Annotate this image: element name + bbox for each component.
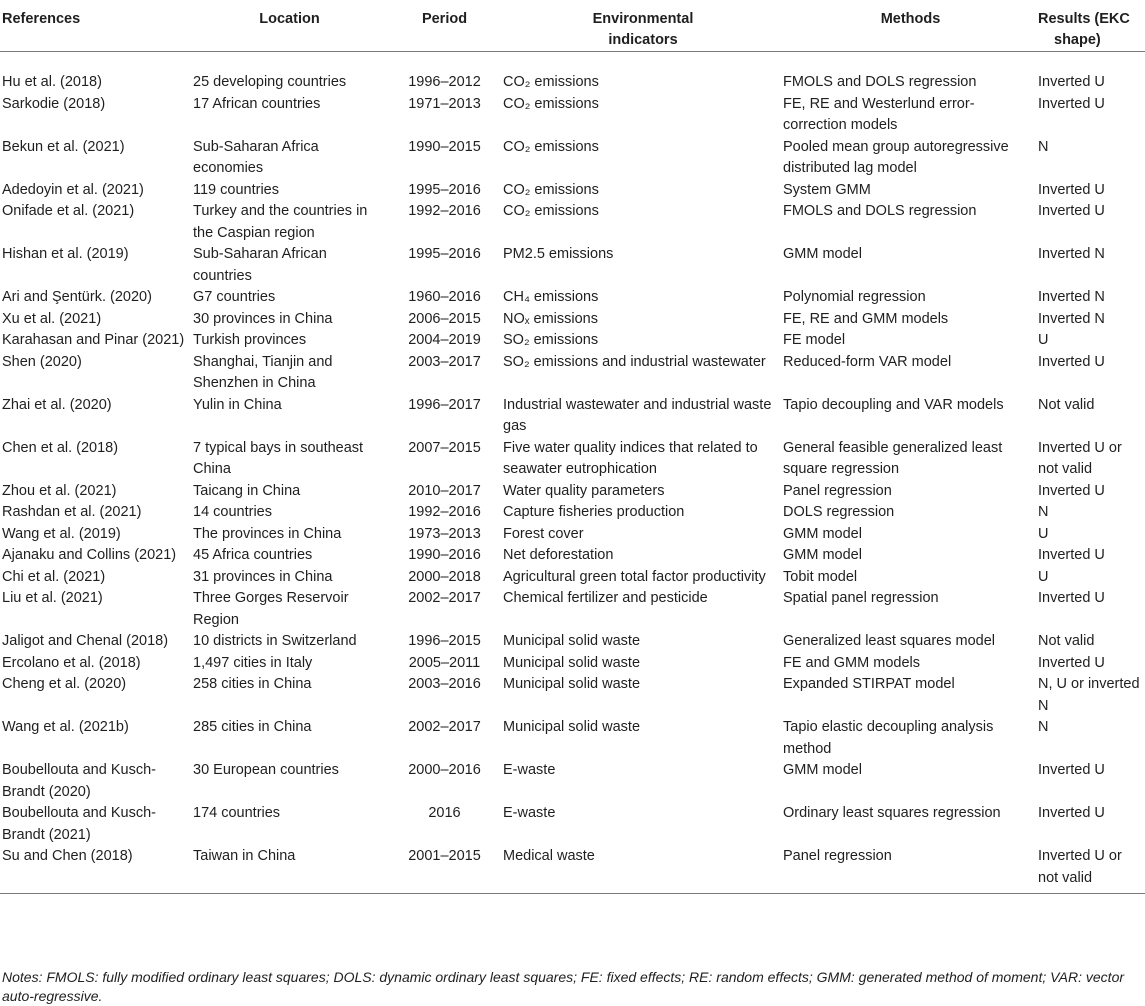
cell-result: N [1038, 719, 1049, 735]
cell-environmental-indicator: Forest cover [503, 525, 584, 542]
cell-result: Inverted N [1038, 289, 1105, 305]
cell-environmental-indicator: Industrial wastewater and industrial waste gas [503, 396, 772, 434]
cell-period: 2002–2017 [408, 719, 481, 735]
cell-location: Three Gorges Reservoir Region [193, 590, 349, 628]
table-row [0, 137, 1145, 180]
cell-period: 1992–2016 [408, 203, 481, 219]
cell-method: Spatial panel regression [783, 590, 939, 606]
table-row [0, 545, 1145, 567]
cell-location: Sub-Saharan Africa economies [193, 138, 319, 176]
table-row [0, 588, 1145, 631]
cell-reference: Wang et al. (2019) [2, 525, 121, 542]
table-row [0, 760, 1145, 803]
cell-method: GMM model [783, 525, 862, 542]
cell-method: System GMM [783, 181, 871, 198]
cell-period: 2004–2019 [408, 332, 481, 348]
cell-result: Inverted U [1038, 95, 1105, 112]
cell-method: DOLS regression [783, 504, 895, 520]
cell-method: FE, RE and Westerlund error-correction models [783, 95, 975, 133]
cell-environmental-indicator: Medical waste [503, 848, 595, 864]
cell-reference: Hishan et al. (2019) [2, 246, 129, 262]
table-row [0, 481, 1145, 503]
cell-result: Inverted U [1038, 547, 1105, 563]
cell-method: Panel regression [783, 482, 892, 499]
cell-method: Tapio decoupling and VAR models [783, 396, 1004, 413]
cell-method: GMM model [783, 547, 862, 563]
cell-reference: Su and Chen (2018) [2, 848, 133, 864]
cell-period: 2016 [428, 805, 461, 821]
cell-method: Generalized least squares model [783, 633, 995, 649]
cell-method: GMM model [783, 762, 862, 778]
cell-period: 1973–2013 [408, 525, 481, 542]
header-period: Period [421, 11, 468, 27]
cell-reference: Bekun et al. (2021) [2, 138, 125, 155]
cell-environmental-indicator: PM2.5 emissions [503, 246, 614, 262]
cell-result: Inverted U or not valid [1038, 439, 1122, 477]
table-header-row [0, 0, 1145, 52]
cell-result: Inverted U [1038, 181, 1105, 198]
table-row [0, 567, 1145, 589]
cell-environmental-indicator: Capture fisheries production [503, 504, 685, 520]
cell-location: G7 countries [193, 289, 276, 305]
cell-period: 2003–2017 [408, 353, 481, 370]
cell-period: 1992–2016 [408, 504, 481, 520]
table-row [0, 52, 1145, 94]
cell-period: 1990–2016 [408, 547, 481, 563]
cell-result: Inverted U or not valid [1038, 848, 1122, 886]
cell-reference: Ari and Şentürk. (2020) [2, 289, 152, 305]
cell-location: Shanghai, Tianjin and Shenzhen in China [193, 353, 333, 391]
cell-period: 1996–2017 [408, 396, 481, 413]
cell-reference: Ercolano et al. (2018) [2, 654, 141, 671]
table-row [0, 631, 1145, 653]
cell-location: 1,497 cities in Italy [193, 654, 313, 671]
table-row [0, 309, 1145, 331]
cell-result: Inverted U [1038, 74, 1105, 90]
cell-location: Taiwan in China [193, 848, 296, 864]
cell-location: Yulin in China [193, 396, 282, 413]
cell-result: Inverted U [1038, 353, 1105, 370]
table-row [0, 287, 1145, 309]
cell-location: 7 typical bays in southeast China [193, 439, 364, 477]
table-row [0, 803, 1145, 846]
cell-method: Expanded STIRPAT model [783, 676, 955, 692]
table-row [0, 717, 1145, 760]
cell-environmental-indicator: SO₂ emissions and industrial wastewater [503, 353, 766, 370]
table-row [0, 502, 1145, 524]
cell-environmental-indicator: E-waste [503, 805, 556, 821]
cell-period: 1996–2012 [408, 74, 481, 90]
cell-period: 1996–2015 [408, 633, 481, 649]
cell-reference: Hu et al. (2018) [2, 74, 102, 90]
cell-location: 14 countries [193, 504, 272, 520]
cell-reference: Sarkodie (2018) [2, 95, 106, 112]
cell-location: Turkish provinces [193, 332, 307, 348]
cell-location: 30 provinces in China [193, 310, 333, 327]
cell-result: Inverted N [1038, 246, 1105, 262]
cell-location: 174 countries [193, 805, 281, 821]
table-row [0, 395, 1145, 438]
cell-reference: Wang et al. (2021b) [2, 719, 129, 735]
header-env-line1: Environmental [592, 11, 694, 27]
cell-environmental-indicator: NOₓ emissions [503, 310, 599, 327]
header-environmental-indicators [503, 0, 783, 52]
cell-result: Not valid [1038, 396, 1095, 413]
cell-result: N [1038, 138, 1049, 155]
cell-method: Reduced-form VAR model [783, 353, 952, 370]
cell-period: 2000–2016 [408, 762, 481, 778]
cell-period: 2005–2011 [408, 654, 481, 671]
cell-location: 45 Africa countries [193, 547, 313, 563]
table-body [0, 52, 1145, 894]
cell-reference: Chen et al. (2018) [2, 439, 119, 456]
cell-period: 2001–2015 [408, 848, 481, 864]
cell-result: U [1038, 332, 1049, 348]
cell-period: 1995–2016 [408, 246, 481, 262]
cell-environmental-indicator: Municipal solid waste [503, 676, 641, 692]
cell-period: 2007–2015 [408, 439, 481, 456]
cell-environmental-indicator: Five water quality indices that related to seawater eutrophication [503, 439, 758, 477]
cell-reference: Karahasan and Pinar (2021) [2, 332, 185, 348]
cell-location: Taicang in China [193, 482, 301, 499]
cell-reference: Shen (2020) [2, 353, 82, 370]
cell-result: Not valid [1038, 633, 1095, 649]
cell-location: 258 cities in China [193, 676, 312, 692]
table-row [0, 244, 1145, 287]
cell-result: U [1038, 568, 1049, 585]
cell-environmental-indicator: Municipal solid waste [503, 654, 641, 671]
cell-location: 30 European countries [193, 762, 339, 778]
cell-reference: Zhai et al. (2020) [2, 396, 112, 413]
table-row [0, 352, 1145, 395]
cell-period: 2000–2018 [408, 568, 481, 585]
cell-environmental-indicator: CO₂ emissions [503, 138, 599, 155]
cell-location: Turkey and the countries in the Caspian region [193, 203, 368, 241]
table-row [0, 94, 1145, 137]
table-row [0, 524, 1145, 546]
cell-environmental-indicator: Net deforestation [503, 547, 614, 563]
cell-location: 119 countries [193, 181, 279, 198]
cell-method: FE model [783, 332, 846, 348]
cell-reference: Rashdan et al. (2021) [2, 504, 142, 520]
cell-period: 1971–2013 [408, 95, 481, 112]
table-row [0, 201, 1145, 244]
cell-location: 17 African countries [193, 95, 321, 112]
cell-method: Panel regression [783, 848, 892, 864]
cell-environmental-indicator: Agricultural green total factor productivity [503, 568, 766, 585]
cell-reference: Liu et al. (2021) [2, 590, 103, 606]
cell-reference: Zhou et al. (2021) [2, 482, 117, 499]
header-methods: Methods [880, 11, 941, 27]
cell-result: Inverted U [1038, 654, 1105, 671]
cell-result: Inverted U [1038, 590, 1105, 606]
cell-environmental-indicator: CH₄ emissions [503, 289, 599, 305]
cell-method: Tapio elastic decoupling analysis method [783, 719, 994, 757]
cell-period: 2003–2016 [408, 676, 481, 692]
table-row [0, 653, 1145, 675]
cell-reference: Xu et al. (2021) [2, 310, 102, 327]
cell-reference: Cheng et al. (2020) [2, 676, 127, 692]
cell-environmental-indicator: Municipal solid waste [503, 719, 641, 735]
cell-location: 25 developing countries [193, 74, 347, 90]
cell-reference: Onifade et al. (2021) [2, 203, 135, 219]
cell-method: Pooled mean group autoregressive distributed lag model [783, 138, 1009, 176]
cell-period: 2006–2015 [408, 310, 481, 327]
header-references: References [2, 11, 81, 27]
cell-environmental-indicator: CO₂ emissions [503, 74, 599, 90]
cell-reference: Jaligot and Chenal (2018) [2, 633, 169, 649]
header-location: Location [259, 11, 320, 27]
cell-period: 2002–2017 [408, 590, 481, 606]
cell-environmental-indicator: Chemical fertilizer and pesticide [503, 590, 708, 606]
cell-result: N, U or inverted N [1038, 676, 1140, 714]
cell-method: GMM model [783, 246, 862, 262]
cell-environmental-indicator: SO₂ emissions [503, 332, 599, 348]
cell-period: 1990–2015 [408, 138, 481, 155]
header-results-line1: Results (EKC [1038, 11, 1130, 27]
table-row [0, 180, 1145, 202]
cell-method: FMOLS and DOLS regression [783, 203, 977, 219]
cell-method: FE, RE and GMM models [783, 310, 949, 327]
cell-method: Tobit model [783, 568, 858, 585]
cell-reference: Ajanaku and Collins (2021) [2, 547, 177, 563]
cell-result: Inverted U [1038, 482, 1105, 499]
cell-method: FMOLS and DOLS regression [783, 74, 977, 90]
table-row [0, 674, 1145, 717]
cell-environmental-indicator: CO₂ emissions [503, 181, 599, 198]
table-notes: Notes: FMOLS: fully modified ordinary least squares; DOLS: dynamic ordinary least squares; FE: fixed effects; RE: random effects; GMM: generated method of moment; VAR: vector auto-regressive. [2, 969, 1125, 1004]
header-env-line2: indicators [608, 32, 678, 48]
cell-method: Polynomial regression [783, 289, 926, 305]
cell-result: Inverted N [1038, 310, 1105, 327]
table-row [0, 438, 1145, 481]
cell-period: 2010–2017 [408, 482, 481, 499]
cell-location: Sub-Saharan African countries [193, 246, 327, 284]
cell-reference: Boubellouta and Kusch-Brandt (2021) [2, 805, 156, 843]
cell-result: Inverted U [1038, 203, 1105, 219]
cell-method: General feasible generalized least square regression [783, 439, 1003, 477]
table-row [0, 846, 1145, 894]
header-results [1038, 0, 1145, 52]
cell-reference: Adedoyin et al. (2021) [2, 181, 144, 198]
cell-environmental-indicator: Municipal solid waste [503, 633, 641, 649]
cell-environmental-indicator: CO₂ emissions [503, 203, 599, 219]
cell-reference: Boubellouta and Kusch-Brandt (2020) [2, 762, 156, 800]
cell-period: 1960–2016 [408, 289, 481, 305]
cell-result: Inverted U [1038, 805, 1105, 821]
cell-environmental-indicator: CO₂ emissions [503, 95, 599, 112]
cell-environmental-indicator: Water quality parameters [503, 482, 665, 499]
cell-reference: Chi et al. (2021) [2, 568, 106, 585]
cell-location: 31 provinces in China [193, 568, 333, 585]
cell-location: The provinces in China [193, 525, 342, 542]
cell-location: 10 districts in Switzerland [193, 633, 357, 649]
cell-result: N [1038, 504, 1049, 520]
cell-result: Inverted U [1038, 762, 1105, 778]
cell-method: Ordinary least squares regression [783, 805, 1001, 821]
cell-method: FE and GMM models [783, 654, 920, 671]
cell-location: 285 cities in China [193, 719, 312, 735]
cell-environmental-indicator: E-waste [503, 762, 556, 778]
header-results-line2: shape) [1054, 32, 1101, 48]
cell-period: 1995–2016 [408, 181, 481, 198]
table-row [0, 330, 1145, 352]
cell-result: U [1038, 525, 1049, 542]
